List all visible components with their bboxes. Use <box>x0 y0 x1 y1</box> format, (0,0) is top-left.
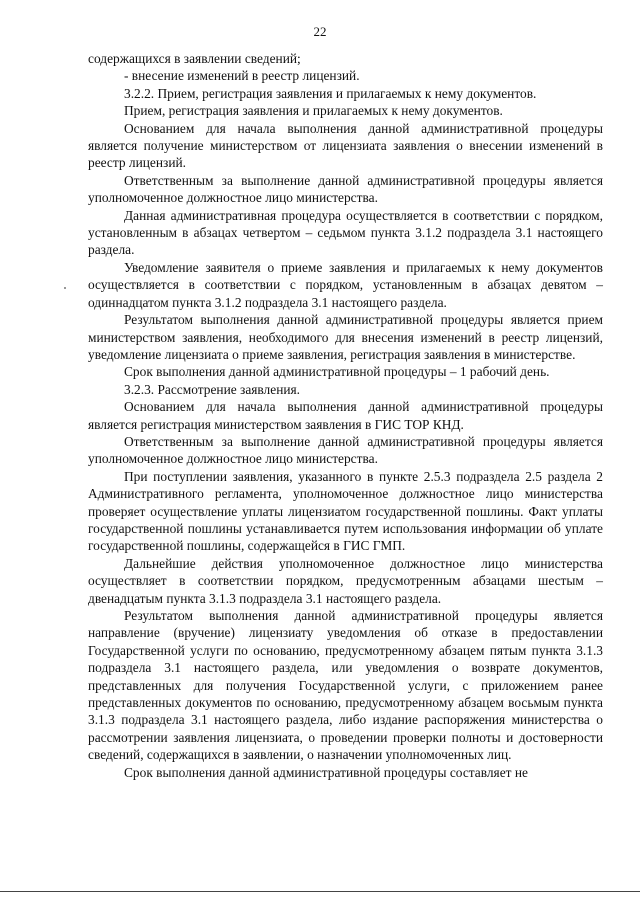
paragraph: Результатом выполнения данной административной процедуры является прием министерством заявления, необходимого для внесения изменений в реестр лицензий, уведомление лицензиата о приеме заявления, регистрация заявления в министерстве. <box>88 312 603 362</box>
paragraph: Данная административная процедура осуществляется в соответствии с порядком, установленным в абзацах четвертом – седьмом пункта 3.1.2 подраздела 3.1 настоящего раздела. <box>88 207 603 258</box>
paragraph: - внесение изменений в реестр лицензий. <box>124 68 360 84</box>
page-number: 22 <box>313 24 327 39</box>
paragraph: Срок выполнения данной административной процедуры составляет не <box>124 764 528 780</box>
paragraph: При поступлении заявления, указанного в пункте 2.5.3 подраздела 2.5 раздела 2 Административного регламента, уполномоченное должностное лицо министерства проверяет осуществление уплаты лицензиатом государственной пошлины. Факт уплаты государственной пошлины устанавливается путем использования информации об уплате государственной пошлины, содержащейся в ГИС ГМП. <box>88 468 603 554</box>
section-heading-3-2-3: 3.2.3. Рассмотрение заявления. <box>124 381 301 397</box>
paragraph: Результатом выполнения данной административной процедуры является направление (вручение) лицензиату уведомления об отказе в предоставлении Государственной услуги по основанию, предусмотренному абзацем пятым пункта 3.1.3 подраздела 3.1 настоящего раздела, или уведомления о возврате документов, представленных для получения Государственной услуги, с приложением ранее представленных документов по основанию, предусмотренному абзацем восьмым пункта 3.1.3 подраздела 3.1 настоящего раздела, либо издание распоряжения министерства о рассмотрении заявления лицензиата, о проведении проверки полноты и достоверности сведений, содержащихся в заявлении, о назначении уполномоченных лиц. <box>88 608 603 763</box>
paragraph: содержащихся в заявлении сведений; <box>88 51 301 66</box>
section-heading-3-2-2: 3.2.2. Прием, регистрация заявления и прилагаемых к нему документов. <box>124 85 537 101</box>
scan-artifact <box>64 287 66 289</box>
paragraph: Основанием для начала выполнения данной административной процедуры является регистрация министерством заявления в ГИС ТОР КНД. <box>88 399 603 432</box>
paragraph: Основанием для начала выполнения данной административной процедуры является получение министерством от лицензиата заявления о внесении изменений в реестр лицензий. <box>88 120 603 171</box>
paragraph: Срок выполнения данной административной процедуры – 1 рабочий день. <box>124 364 550 380</box>
paragraph: Ответственным за выполнение данной административной процедуры является уполномоченное должностное лицо министерства. <box>88 433 603 467</box>
paragraph: Уведомление заявителя о приеме заявления и прилагаемых к нему документов осуществляется в соответствии с порядком, установленным в абзацах девятом – одиннадцатом пункта 3.1.2 подраздела 3.1 настоящего раздела. <box>88 259 603 310</box>
paragraph: Дальнейшие действия уполномоченное должностное лицо министерства осуществляет в соответствии порядком, предусмотренным абзацами шестым – двенадцатым пункта 3.1.3 подраздела 3.1 настоящего раздела. <box>88 555 603 606</box>
paragraph: Прием, регистрация заявления и прилагаемых к нему документов. <box>124 103 503 119</box>
document-body <box>88 50 603 781</box>
paragraph: Ответственным за выполнение данной административной процедуры является уполномоченное должностное лицо министерства. <box>88 172 603 206</box>
page-bottom-border <box>0 891 640 892</box>
